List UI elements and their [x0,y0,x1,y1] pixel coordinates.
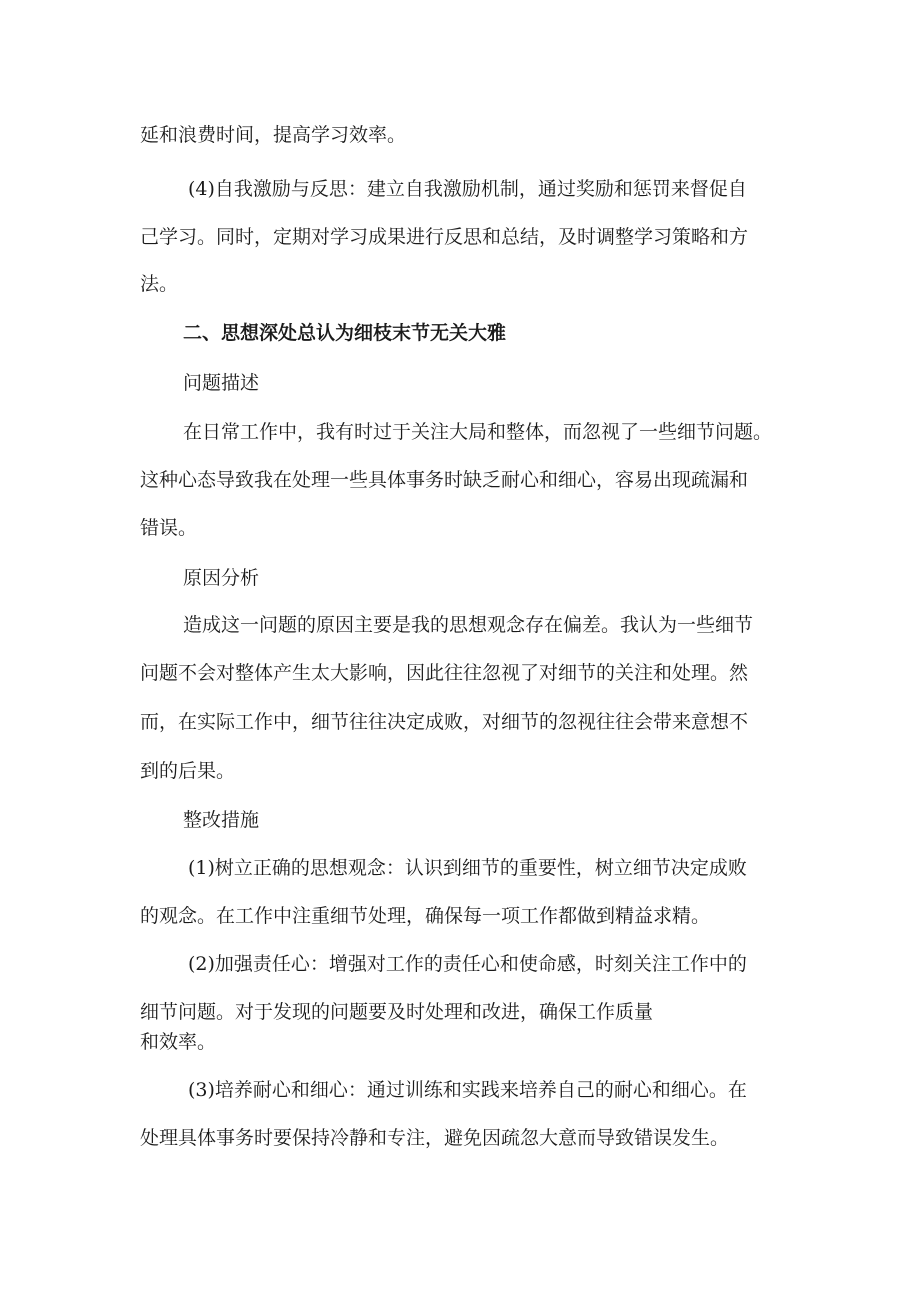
list-item-1-line: (1)树立正确的思想观念：认识到细节的重要性，树立细节决定成败 [188,857,747,879]
list-item-3-line: (3)培养耐心和细心：通过训练和实践来培养自己的耐心和细心。在 [188,1079,747,1101]
text-line: 处理具体事务时要保持冷静和专注，避免因疏忽大意而导致错误发生。 [140,1127,730,1149]
text-line: 的观念。在工作中注重细节处理，确保每一项工作都做到精益求精。 [140,905,711,927]
text-line: 细节问题。对于发现的问题要及时处理和改进，确保工作质量 [140,1001,654,1023]
list-item-2-line: (2)加强责任心：增强对工作的责任心和使命感，时刻关注工作中的 [188,953,747,975]
text-line: 延和浪费时间，提高学习效率。 [140,124,407,146]
text-line: 造成这一问题的原因主要是我的思想观念存在偏差。我认为一些细节 [183,614,754,636]
subheading-measures: 整改措施 [183,809,260,831]
list-item-4-line: (4)自我激励与反思：建立自我激励机制，通过奖励和惩罚来督促自 [188,178,747,200]
text-line: 到的后果。 [140,760,236,782]
section-heading: 二、思想深处总认为细枝末节无关大雅 [183,322,507,344]
subheading-problem: 问题描述 [183,372,260,394]
text-line: 错误。 [140,517,198,539]
text-line: 己学习。同时，定期对学习成果进行反思和总结，及时调整学习策略和方 [140,226,749,248]
text-line: 这种心态导致我在处理一些具体事务时缺乏耐心和细心，容易出现疏漏和 [140,469,749,491]
text-line: 而，在实际工作中，细节往往决定成败，对细节的忽视往往会带来意想不 [140,711,749,733]
text-line: 和效率。 [140,1031,217,1053]
subheading-cause: 原因分析 [183,567,260,589]
text-line: 法。 [140,273,179,295]
text-line: 在日常工作中，我有时过于关注大局和整体，而忽视了一些细节问题。 [183,421,773,443]
text-line: 问题不会对整体产生太大影响，因此往往忽视了对细节的关注和处理。然 [140,662,749,684]
